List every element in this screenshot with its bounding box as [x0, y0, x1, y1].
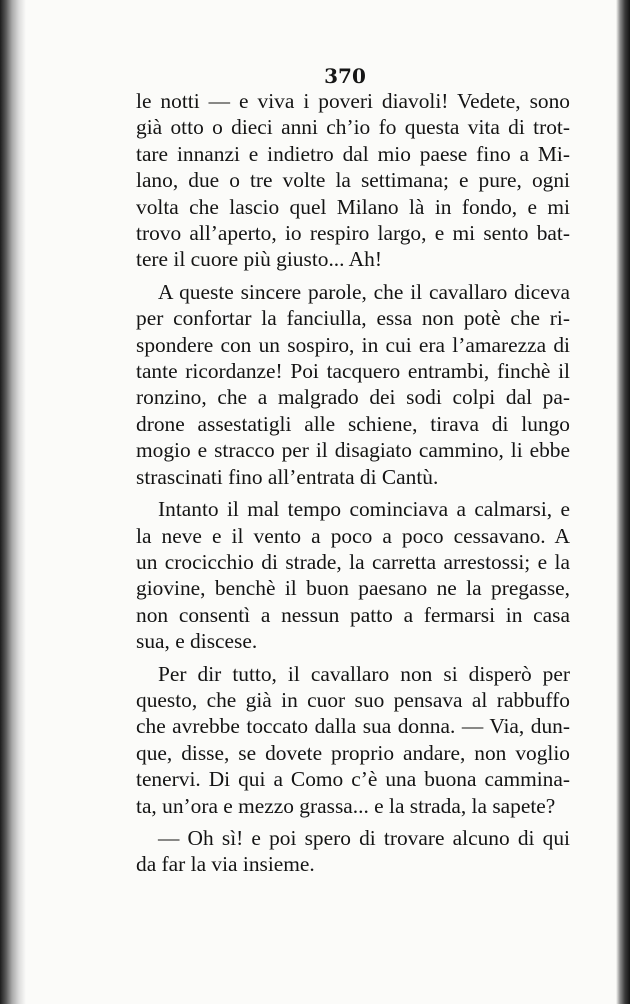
text-line: Per dir tutto, il cavallaro non si disperò per	[158, 661, 570, 686]
text-line: lano, due o tre volte la settimana; e pure, ogni	[136, 168, 570, 193]
text-line: drone assestatigli alle schiene, tirava di lungo	[136, 411, 570, 436]
text-line: spondere con un sospiro, in cui era l’amarezza di	[136, 332, 570, 357]
text-line: giovine, benchè il buon paesano ne la pregasse,	[136, 576, 570, 601]
text-line: tere il cuore più giusto... Ah!	[136, 247, 382, 272]
text-line: strascinati fino all’entrata di Cantù.	[136, 464, 439, 489]
paragraph	[136, 279, 570, 490]
paragraph	[136, 88, 570, 273]
text-line: mogio e stracco per il disagiato cammino, li ebbe	[136, 438, 570, 463]
text-line: non consentì a nessun patto a fermarsi in casa	[136, 602, 570, 627]
text-line: già otto o dieci anni ch’io fo questa vita di trot-	[136, 115, 570, 140]
text-line: ta, un’ora e mezzo grassa... e la strada, la sapete?	[136, 793, 556, 818]
text-line: per confortar la fanciulla, essa non potè che ri-	[136, 306, 570, 331]
text-line: che avrebbe toccato dalla sua donna. — Via, dun-	[136, 714, 570, 739]
text-line: tante ricordanze! Poi tacquero entrambi, finchè il	[136, 359, 570, 384]
text-line: sua, e discese.	[136, 629, 258, 654]
body-text	[136, 88, 570, 884]
text-line: le notti — e viva i poveri diavoli! Vedete, sono	[136, 89, 570, 113]
text-line: un crocicchio di strade, la carretta arrestossi; e la	[136, 549, 570, 574]
text-line: da far la via insieme.	[136, 852, 315, 877]
text-line: tenervi. Di qui a Como c’è una buona cammina-	[136, 767, 570, 792]
page-number: 370	[324, 64, 366, 88]
paragraph	[136, 496, 570, 654]
text-line: ronzino, che a malgrado dei sodi colpi dal pa-	[136, 385, 570, 410]
paragraph	[136, 661, 570, 819]
text-line: trovo all’aperto, io respiro largo, e mi sento bat-	[136, 221, 570, 246]
text-line: Intanto il mal tempo cominciava a calmarsi, e	[158, 497, 570, 522]
page-edge	[616, 0, 630, 1004]
text-line: volta che lascio quel Milano là in fondo, e mi	[136, 194, 570, 219]
text-line: la neve e il vento a poco a poco cessavano. A	[136, 523, 570, 548]
text-line: que, disse, se dovete proprio andare, non voglio	[136, 740, 570, 765]
binding-shadow	[0, 0, 26, 1004]
text-line: — Oh sì! e poi spero di trovare alcuno di qui	[158, 825, 570, 850]
text-line: A queste sincere parole, che il cavallaro diceva	[158, 279, 570, 304]
paragraph	[136, 825, 570, 878]
text-line: questo, che già in cuor suo pensava al rabbuffo	[136, 687, 570, 712]
text-line: tare innanzi e indietro dal mio paese fino a Mi-	[136, 141, 570, 166]
